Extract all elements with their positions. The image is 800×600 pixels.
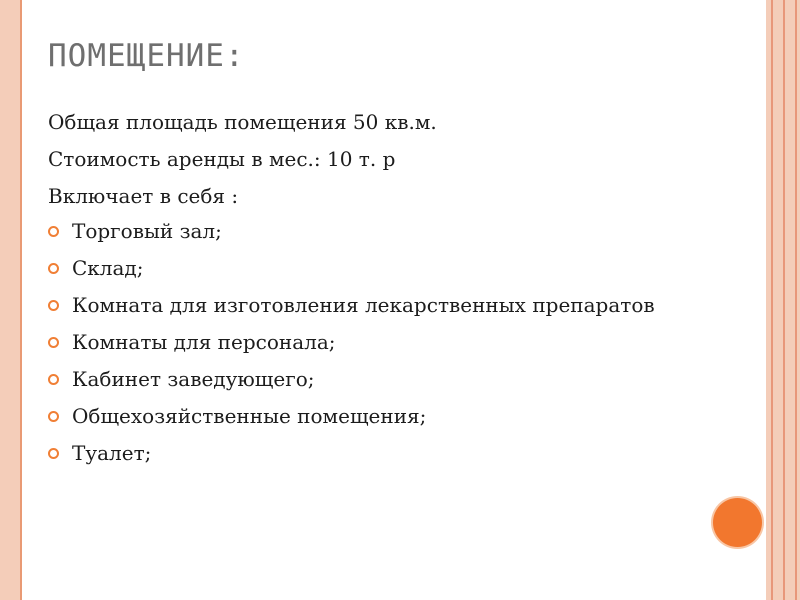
rent-text: Стоимость аренды в мес.: 10 т. р bbox=[48, 147, 396, 171]
room-list bbox=[48, 215, 688, 469]
area-text: Общая площадь помещения 50 кв.м. bbox=[48, 110, 437, 134]
list-item-label: Кабинет заведующего; bbox=[72, 367, 315, 391]
list-item-label: Общехозяйственные помещения; bbox=[72, 404, 427, 428]
list-item bbox=[48, 437, 688, 469]
circle-bullet-icon bbox=[48, 337, 59, 348]
slide-body bbox=[48, 104, 688, 474]
circle-bullet-icon bbox=[48, 374, 59, 385]
right-decorative-stripe bbox=[766, 0, 800, 600]
circle-bullet-icon bbox=[48, 226, 59, 237]
list-item-label: Туалет; bbox=[72, 441, 152, 465]
list-item-label: Комната для изготовления лекарственных препаратов bbox=[72, 293, 655, 317]
circle-bullet-icon bbox=[48, 263, 59, 274]
circle-bullet-icon bbox=[48, 448, 59, 459]
circle-bullet-icon bbox=[48, 300, 59, 311]
list-item bbox=[48, 363, 688, 395]
list-item bbox=[48, 252, 688, 284]
list-item bbox=[48, 400, 688, 432]
includes-text: Включает в себя : bbox=[48, 184, 239, 208]
list-item-label: Склад; bbox=[72, 256, 144, 280]
slide-title: ПОМЕЩЕНИЕ: bbox=[48, 38, 245, 74]
orange-circle-decoration bbox=[713, 498, 762, 547]
list-item bbox=[48, 289, 688, 321]
list-item bbox=[48, 326, 688, 358]
circle-bullet-icon bbox=[48, 411, 59, 422]
list-item bbox=[48, 215, 688, 247]
left-decorative-stripe bbox=[0, 0, 22, 600]
list-item-label: Комнаты для персонала; bbox=[72, 330, 336, 354]
list-item-label: Торговый зал; bbox=[72, 219, 222, 243]
